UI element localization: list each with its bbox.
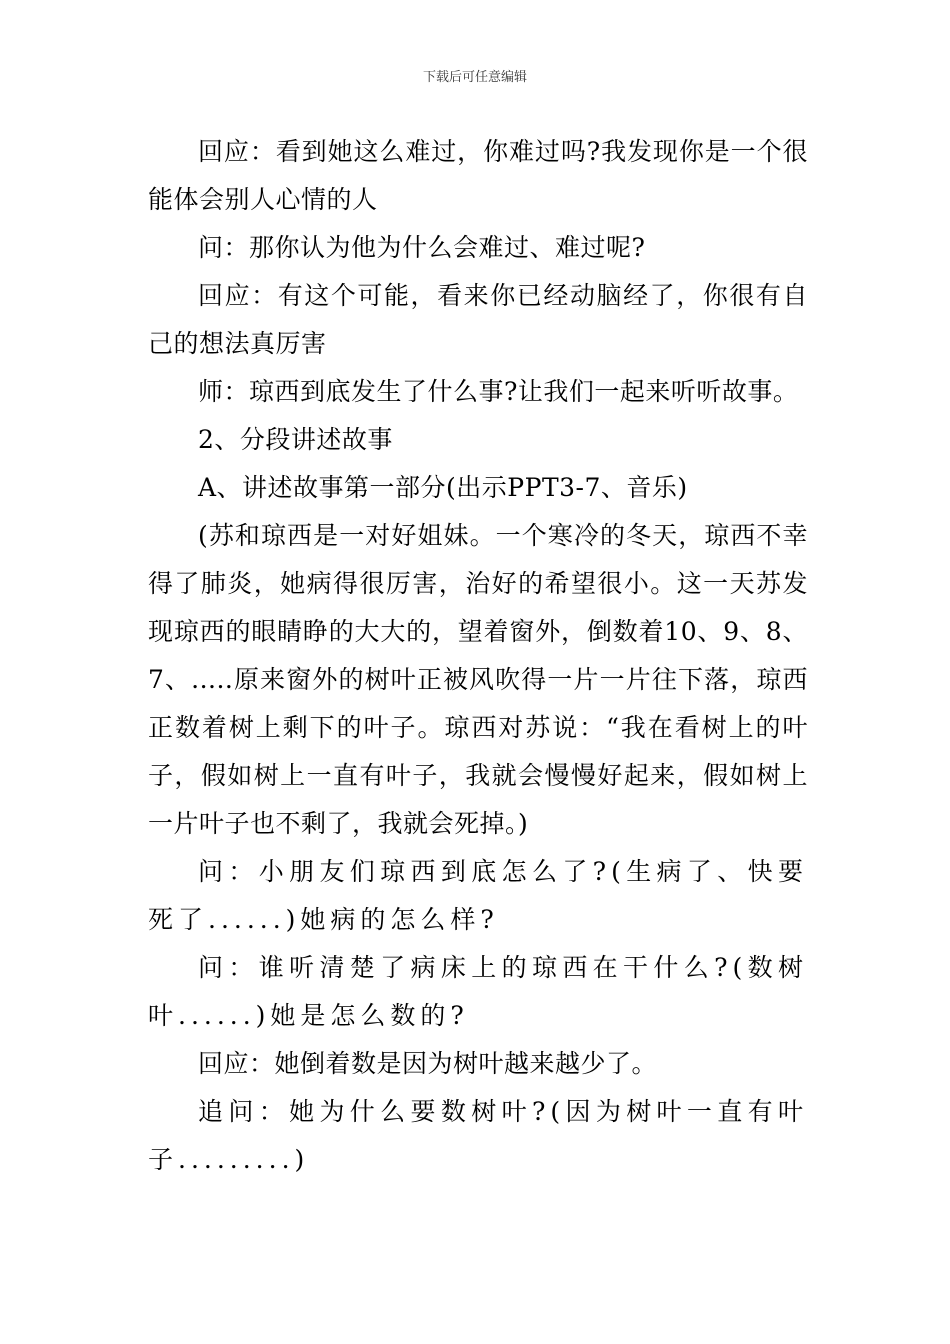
paragraph-question-2: 问：小朋友们琼西到底怎么了?(生病了、快要死了......)她病的怎么样? bbox=[148, 857, 808, 934]
paragraph-part-a: A、讲述故事第一部分(出示PPT3-7、音乐) bbox=[198, 473, 688, 502]
paragraph-teacher: 师：琼西到底发生了什么事?让我们一起来听听故事。 bbox=[198, 377, 799, 406]
paragraph-section-heading: 2、分段讲述故事 bbox=[198, 425, 393, 454]
paragraph-response-1: 回应：看到她这么难过，你难过吗?我发现你是一个很能体会别人心情的人 bbox=[148, 137, 808, 214]
paragraph-question-1: 问：那你认为他为什么会难过、难过呢? bbox=[198, 233, 646, 262]
paragraph-question-3: 问：谁听清楚了病床上的琼西在干什么?(数树叶......)她是怎么数的? bbox=[148, 953, 808, 1030]
page-header-note: 下载后可任意编辑 bbox=[422, 70, 527, 85]
paragraph-response-3: 回应：她倒着数是因为树叶越来越少了。 bbox=[198, 1049, 658, 1078]
paragraph-story: (苏和琼西是一对好姐妹。一个寒冷的冬天，琼西不幸得了肺炎，她病得很厉害，治好的希望很小。这一天苏发现琼西的眼睛睁的大大的，望着窗外，倒数着10、9、8、7、.....原来窗外的树叶正被风吹得一片一片往下落，琼西正数着树上剩下的叶子。琼西对苏说：“我在看树上的叶子，假如树上一直有叶子，我就会慢慢好起来，假如树上一片叶子也不剩了，我就会死掉。) bbox=[148, 521, 808, 838]
paragraph-response-2: 回应：有这个可能，看来你已经动脑经了，你很有自己的想法真厉害 bbox=[148, 281, 808, 358]
document-body bbox=[148, 128, 808, 1184]
paragraph-follow-up: 追问：她为什么要数树叶?(因为树叶一直有叶子.........) bbox=[148, 1097, 808, 1174]
